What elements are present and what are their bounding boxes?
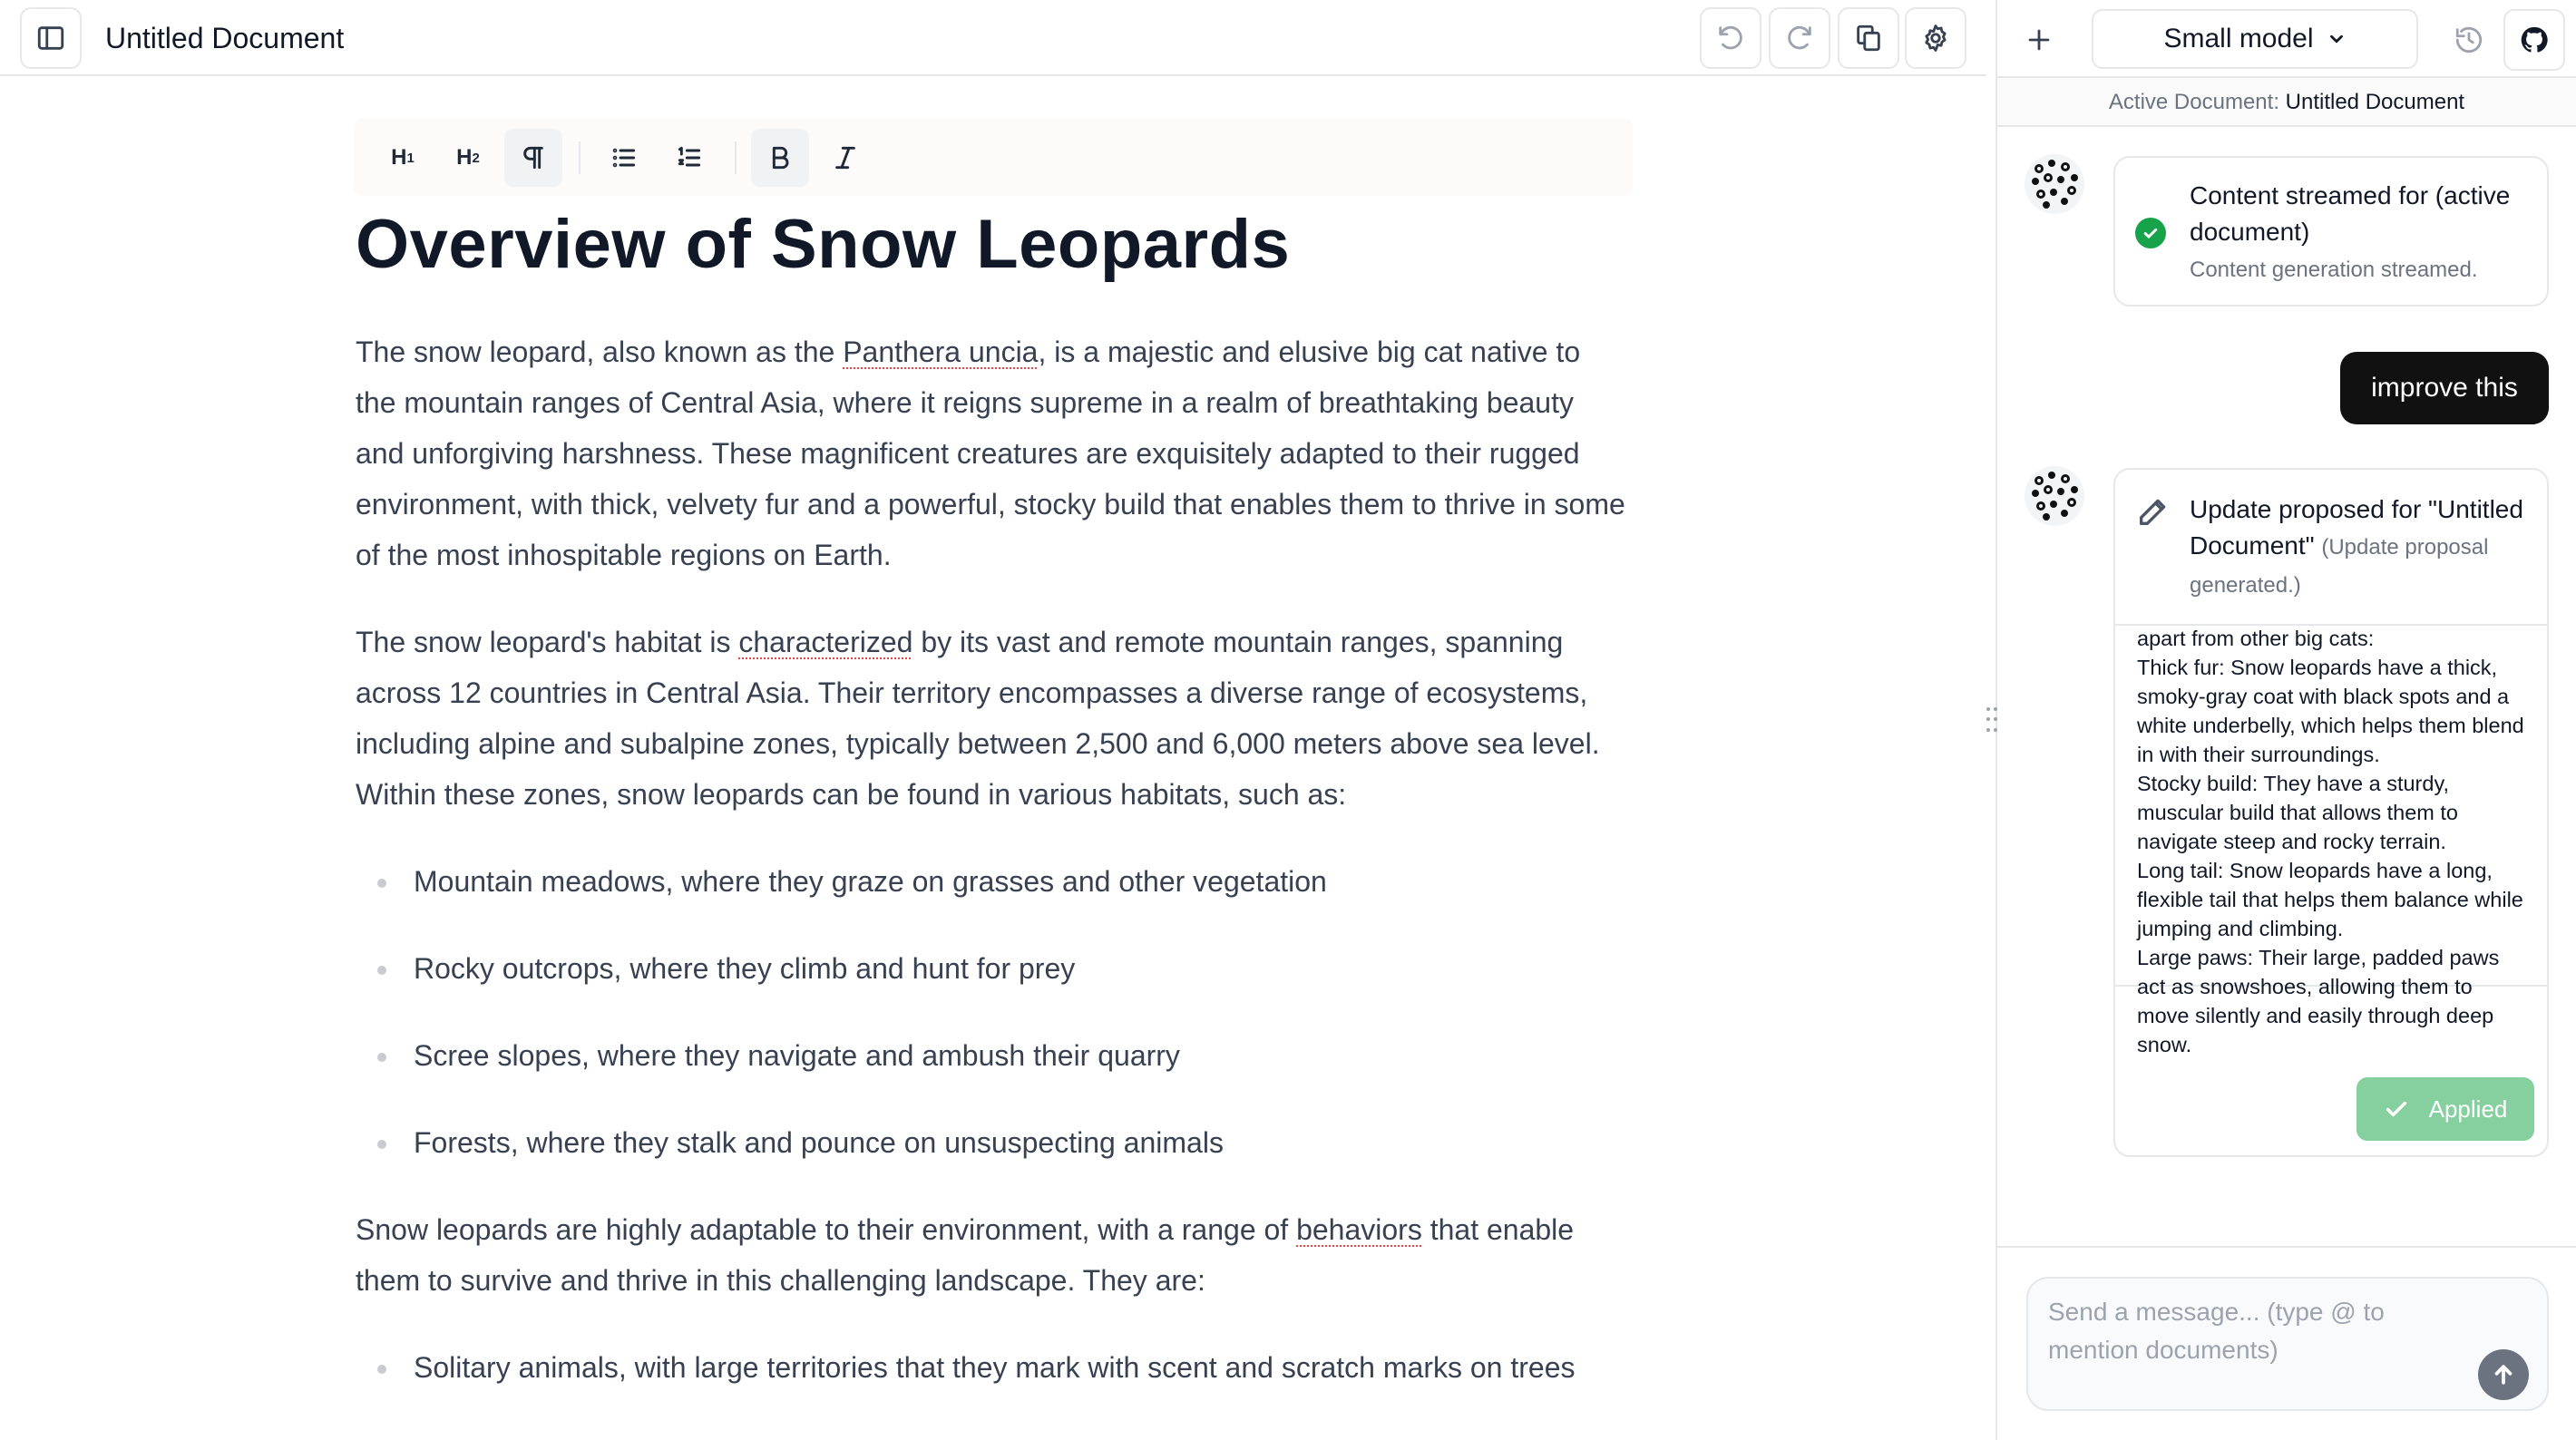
behavior-list bbox=[356, 1342, 1625, 1393]
user-message: improve this bbox=[2340, 352, 2549, 424]
toolbar-divider bbox=[735, 141, 737, 174]
send-button[interactable] bbox=[2478, 1349, 2529, 1400]
ordered-list-button[interactable] bbox=[660, 129, 718, 187]
proposal-line: Large paws: Their large, padded paws act as snowshoes, allowing them to move silently and easily through deep snow. bbox=[2137, 946, 2505, 1056]
assistant-avatar bbox=[2025, 466, 2084, 526]
history-button[interactable] bbox=[2438, 9, 2500, 71]
document-title[interactable]: Untitled Document bbox=[105, 22, 345, 54]
history-icon bbox=[2454, 24, 2484, 55]
copy-button[interactable] bbox=[1838, 7, 1899, 69]
github-icon bbox=[2519, 24, 2550, 55]
italic-button[interactable] bbox=[816, 129, 874, 187]
proposal-title: Update proposed for "Untitled Document" (Update proposal generated.) bbox=[2190, 495, 2523, 598]
chat-header bbox=[1997, 0, 2576, 78]
redo-icon bbox=[1784, 23, 1815, 54]
spellcheck-term: behaviors bbox=[1296, 1213, 1422, 1246]
stream-status-subtitle: Content generation streamed. bbox=[2190, 258, 2478, 282]
active-document-bar: Active Document: Untitled Document bbox=[1997, 78, 2576, 127]
bold-button[interactable] bbox=[751, 129, 809, 187]
undo-icon bbox=[1715, 23, 1746, 54]
model-select[interactable]: Small model bbox=[2092, 9, 2418, 69]
arrow-up-icon bbox=[2490, 1361, 2517, 1388]
proposal-line: Long tail: Snow leopards have a long, flexible tail that helps them balance while jumping and climbing. bbox=[2137, 859, 2530, 940]
spellcheck-term: Panthera uncia bbox=[843, 336, 1039, 368]
formatting-toolbar bbox=[354, 118, 1633, 196]
sidebar-toggle-icon bbox=[35, 23, 66, 54]
proposal-line: apart from other big cats: bbox=[2137, 627, 2375, 650]
ordered-list-icon bbox=[675, 143, 704, 172]
applied-button[interactable]: Applied bbox=[2356, 1077, 2534, 1141]
list-item[interactable]: Scree slopes, where they navigate and ambush their quarry bbox=[356, 1030, 1625, 1081]
spellcheck-term: characterized bbox=[738, 626, 913, 658]
toolbar-divider bbox=[579, 141, 581, 174]
leopard-avatar-icon bbox=[2025, 466, 2084, 526]
stream-status-card bbox=[2113, 156, 2549, 306]
bold-icon bbox=[766, 143, 795, 172]
composer-area bbox=[1997, 1246, 2576, 1440]
paragraph-intro[interactable]: The snow leopard, also known as the Panthera uncia, is a majestic and elusive big cat native to the mountain ranges of Central Asia, where it reigns supreme in a realm of breathtaking beauty and unforgiving harshness. These magnificent creatures are exquisitely adapted to their rugged environment, with thick, velvety fur and a powerful, stocky build that enables them to thrive in some of the most inhospitable regions on Earth. bbox=[356, 336, 1625, 571]
github-button[interactable] bbox=[2503, 9, 2565, 71]
plus-icon bbox=[2024, 24, 2054, 55]
proposal-preview[interactable] bbox=[2115, 624, 2547, 1056]
paragraph-button[interactable] bbox=[504, 129, 562, 187]
paragraph-icon bbox=[519, 143, 548, 172]
list-item[interactable]: Solitary animals, with large territories that they mark with scent and scratch marks on trees bbox=[356, 1342, 1625, 1393]
list-item[interactable]: Mountain meadows, where they graze on grasses and other vegetation bbox=[356, 856, 1625, 907]
heading1-button[interactable]: H 1 bbox=[391, 145, 415, 170]
bullet-list-icon bbox=[610, 143, 639, 172]
check-icon bbox=[2384, 1096, 2409, 1122]
new-chat-button[interactable] bbox=[2008, 9, 2070, 71]
habitat-list bbox=[356, 856, 1625, 1168]
stream-status-title: Content streamed for (active document) bbox=[2190, 181, 2511, 246]
italic-icon bbox=[831, 143, 860, 172]
settings-icon bbox=[1920, 23, 1951, 54]
paragraph-habitat[interactable]: The snow leopard's habitat is characterized by its vast and remote mountain ranges, spanning across 12 countries in Central Asia. Their territory encompasses a diverse range of ecosystems, including alpine and subalpine zones, typically between 2,500 and 6,000 meters above sea level. Within these zones, snow leopards can be found in various habitats, such as: bbox=[356, 626, 1600, 811]
sidebar-toggle-button[interactable] bbox=[20, 7, 82, 69]
heading2-button[interactable]: H 2 bbox=[456, 145, 480, 170]
update-proposal-card bbox=[2113, 468, 2549, 1157]
active-document-name: Untitled Document bbox=[2285, 90, 2465, 114]
proposal-line: Thick fur: Snow leopards have a thick, smoky-gray coat with black spots and a white underbelly, which helps them blend in with their surroundings. bbox=[2137, 656, 2531, 766]
paragraph-behaviors[interactable]: Snow leopards are highly adaptable to their environment, with a range of behaviors that enable them to survive and thrive in this challenging landscape. They are: bbox=[356, 1213, 1575, 1297]
proposal-line: Stocky build: They have a sturdy, muscular build that allows them to navigate steep and rocky terrain. bbox=[2137, 772, 2464, 853]
document-heading[interactable]: Overview of Snow Leopards bbox=[356, 206, 1291, 283]
copy-icon bbox=[1853, 23, 1884, 54]
chevron-down-icon bbox=[2327, 29, 2347, 49]
redo-button[interactable] bbox=[1769, 7, 1830, 69]
resize-handle[interactable] bbox=[1986, 707, 1998, 735]
settings-button[interactable] bbox=[1905, 7, 1966, 69]
assistant-avatar bbox=[2025, 154, 2084, 214]
list-item[interactable]: Forests, where they stalk and pounce on unsuspecting animals bbox=[356, 1117, 1625, 1168]
bullet-list-button[interactable] bbox=[595, 129, 653, 187]
editor-topbar bbox=[0, 0, 1986, 76]
list-item[interactable]: Rocky outcrops, where they climb and hunt for prey bbox=[356, 943, 1625, 994]
pencil-icon bbox=[2135, 493, 2171, 530]
message-composer bbox=[2026, 1277, 2549, 1411]
message-input[interactable] bbox=[2048, 1293, 2465, 1393]
leopard-avatar-icon bbox=[2025, 154, 2084, 214]
chat-pane bbox=[1997, 0, 2576, 1440]
document-body[interactable] bbox=[356, 201, 1625, 1429]
check-circle-icon bbox=[2135, 218, 2166, 248]
undo-button[interactable] bbox=[1700, 7, 1761, 69]
